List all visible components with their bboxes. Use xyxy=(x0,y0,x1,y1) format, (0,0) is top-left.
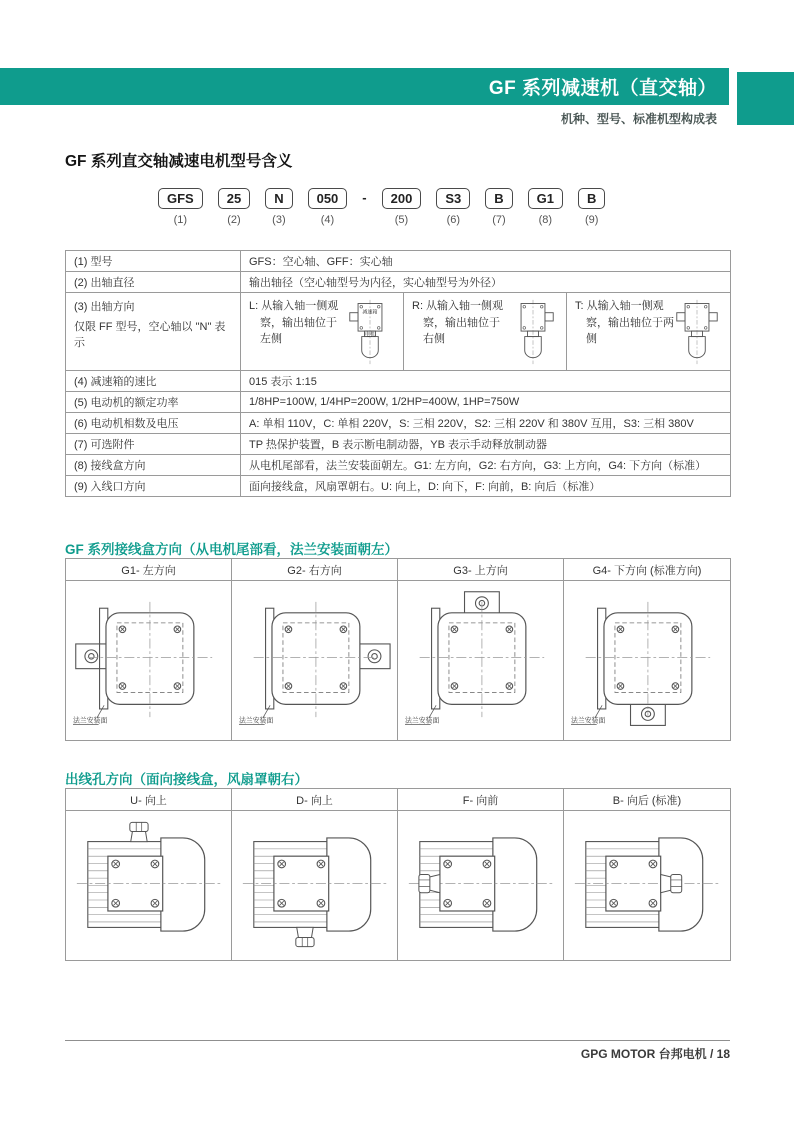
table-row xyxy=(66,272,731,293)
flange-face-label: 法兰安装面 xyxy=(571,717,606,725)
outlet-column-header: B- 向后 (标准) xyxy=(564,789,731,811)
row-label-cell xyxy=(66,293,241,371)
row-label-cell: (5) 电动机的额定功率 xyxy=(66,392,241,413)
row-label-cell: (9) 入线口方向 xyxy=(66,476,241,497)
row-label-cell: (2) 出轴直径 xyxy=(66,272,241,293)
reducer-shaft-left-diagram xyxy=(347,298,395,368)
model-code-number: (8) xyxy=(538,214,553,226)
row-value-cell: 从电机尾部看，法兰安装面朝左。G1: 左方向，G2: 右方向，G3: 上方向，G4: 下方向（标准） xyxy=(241,455,731,476)
model-segment xyxy=(218,188,250,226)
motor-rear-jbox-right-diagram xyxy=(237,589,393,730)
model-code-number: (1) xyxy=(173,214,188,226)
row-label-cell: (1) 型号 xyxy=(66,251,241,272)
row-value-cell: 输出轴径（空心轴型号为内径，实心轴型号为外径） xyxy=(241,272,731,293)
reducer-shaft-both-diagram xyxy=(674,298,722,368)
outlet-diagram-cell-U xyxy=(66,811,232,961)
model-code-separator: - xyxy=(362,190,367,205)
footer-divider xyxy=(65,1040,730,1041)
page-subtitle: 机种、型号、标准机型构成表 xyxy=(560,112,717,126)
jbox-diagram-cell-G3 xyxy=(398,581,564,741)
row-label: (3) 出轴方向 xyxy=(74,301,135,313)
model-segment xyxy=(578,188,605,226)
motor-rear-jbox-top-diagram xyxy=(403,589,559,730)
model-code-number: (3) xyxy=(272,214,286,226)
outlet-diagram-cell-F xyxy=(398,811,564,961)
model-code-box: B xyxy=(485,188,512,209)
model-code-number: (2) xyxy=(227,214,241,226)
jbox-direction-table xyxy=(65,558,731,741)
jbox-section-heading: GF 系列接线盒方向（从电机尾部看，法兰安装面朝左） xyxy=(65,542,398,557)
outlet-section-heading: 出线孔方向（面向接线盒，风扇罩朝右） xyxy=(65,772,308,787)
row-label-cell: (7) 可选附件 xyxy=(66,434,241,455)
table-row xyxy=(66,434,731,455)
table-row-shaft-direction xyxy=(66,293,731,371)
table-row xyxy=(66,455,731,476)
row-label-cell: (8) 接线盒方向 xyxy=(66,455,241,476)
row-value-cell: 1/8HP=100W, 1/4HP=200W, 1/2HP=400W, 1HP=750W xyxy=(241,392,731,413)
shaft-option-cell-R xyxy=(404,293,567,371)
model-code-box: S3 xyxy=(436,188,470,209)
model-code-number: (4) xyxy=(320,214,335,226)
motor-label: 电机 xyxy=(364,332,376,339)
row-label-cell: (4) 减速箱的速比 xyxy=(66,371,241,392)
gearbox-label: 减速箱 xyxy=(362,309,378,316)
shaft-option-text: T: 从输入轴一侧观察，输出轴位于两侧 xyxy=(575,300,674,345)
reducer-shaft-right-diagram xyxy=(510,298,558,368)
model-segment xyxy=(485,188,512,226)
model-code-number: (9) xyxy=(584,214,599,226)
section1-heading: GF 系列直交轴减速电机型号含义 xyxy=(65,153,293,170)
table-header-row xyxy=(66,559,731,581)
model-code-number: (5) xyxy=(394,214,409,226)
table-header-row xyxy=(66,789,731,811)
table-row xyxy=(66,476,731,497)
shaft-option-text: L: 从输入轴一侧观察，输出轴位于左侧 xyxy=(249,300,339,345)
model-code-box: G1 xyxy=(528,188,563,209)
model-code-box: 200 xyxy=(382,188,422,209)
table-diagram-row xyxy=(66,581,731,741)
model-code xyxy=(158,188,620,226)
table-row xyxy=(66,392,731,413)
shaft-option-text: R: 从输入轴一侧观察，输出轴位于右侧 xyxy=(412,300,504,345)
jbox-diagram-cell-G4 xyxy=(564,581,731,741)
model-segment xyxy=(528,188,563,226)
row-value-cell: GFS：空心轴、GFF：实心轴 xyxy=(241,251,731,272)
jbox-diagram-cell-G1 xyxy=(66,581,232,741)
outlet-column-header: D- 向上 xyxy=(232,789,398,811)
model-segment xyxy=(158,188,203,226)
shaft-option-cell-L xyxy=(241,293,404,371)
header-corner-block xyxy=(737,72,794,125)
model-code-box: GFS xyxy=(158,188,203,209)
model-explanation-table xyxy=(65,250,731,497)
outlet-column-header: F- 向前 xyxy=(398,789,564,811)
page-title: GF 系列减速机（直交轴） xyxy=(488,78,717,99)
flange-face-label: 法兰安装面 xyxy=(72,717,107,725)
jbox-column-header: G4- 下方向 (标准方向) xyxy=(564,559,731,581)
jbox-column-header: G1- 左方向 xyxy=(66,559,232,581)
motor-rear-jbox-left-diagram xyxy=(71,589,227,730)
motor-side-gland-down-diagram xyxy=(239,816,391,953)
flange-face-label: 法兰安装面 xyxy=(238,717,273,725)
outlet-column-header: U- 向上 xyxy=(66,789,232,811)
model-code-box: N xyxy=(265,188,292,209)
jbox-diagram-cell-G2 xyxy=(232,581,398,741)
motor-side-gland-back-diagram xyxy=(571,816,723,953)
motor-side-gland-front-diagram xyxy=(405,816,557,953)
outlet-diagram-cell-D xyxy=(232,811,398,961)
row-label-cell: (6) 电动机相数及电压 xyxy=(66,413,241,434)
model-code-number: (7) xyxy=(492,214,506,226)
jbox-column-header: G2- 右方向 xyxy=(232,559,398,581)
flange-face-label: 法兰安装面 xyxy=(404,717,439,725)
motor-rear-jbox-bottom-diagram xyxy=(569,589,725,730)
row-value-cell: 面向接线盒，风扇罩朝右。U: 向上，D: 向下，F: 向前，B: 向后（标准） xyxy=(241,476,731,497)
header-bar xyxy=(0,68,729,105)
model-code-box: 25 xyxy=(218,188,250,209)
row-label-note: 仅限 FF 型号，空心轴以 "N" 表示 xyxy=(74,321,226,349)
table-row xyxy=(66,251,731,272)
outlet-diagram-cell-B xyxy=(564,811,731,961)
shaft-option-cell-T xyxy=(567,293,731,371)
model-segment xyxy=(308,188,348,226)
table-diagram-row xyxy=(66,811,731,961)
model-segment xyxy=(265,188,292,226)
model-segment xyxy=(382,188,422,226)
motor-side-gland-up-diagram xyxy=(73,816,225,953)
row-value-cell: TP 热保护装置，B 表示断电制动器，YB 表示手动释放制动器 xyxy=(241,434,731,455)
table-row xyxy=(66,413,731,434)
jbox-column-header: G3- 上方向 xyxy=(398,559,564,581)
row-value-cell: 015 表示 1:15 xyxy=(241,371,731,392)
footer-page-label: GPG MOTOR 台邦电机 / 18 xyxy=(580,1047,730,1061)
model-segment xyxy=(436,188,470,226)
model-code-box: 050 xyxy=(308,188,348,209)
table-row xyxy=(66,371,731,392)
row-value-cell: A: 单相 110V，C: 单相 220V，S: 三相 220V，S2: 三相 220V 和 380V 互用，S3: 三相 380V xyxy=(241,413,731,434)
model-code-number: (6) xyxy=(446,214,461,226)
model-code-box: B xyxy=(578,188,605,209)
outlet-direction-table xyxy=(65,788,731,961)
